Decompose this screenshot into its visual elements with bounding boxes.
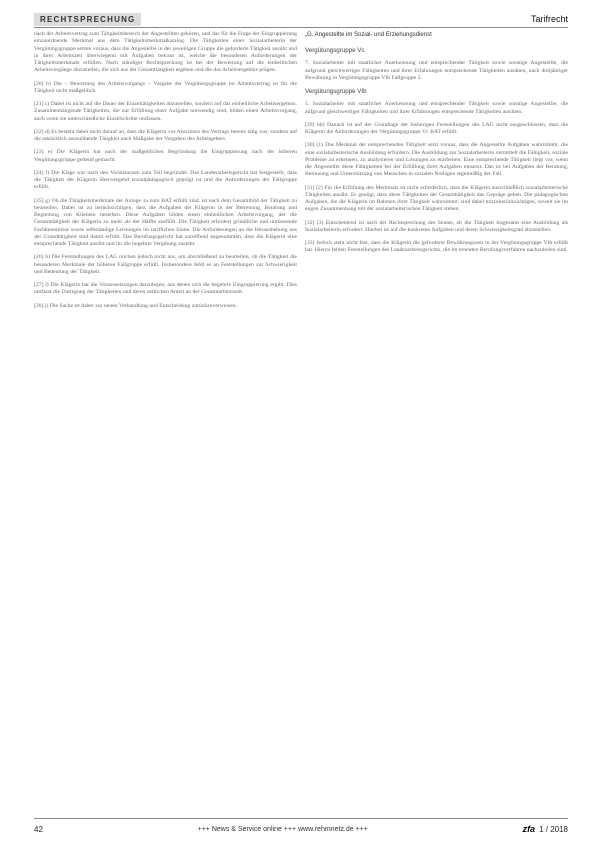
group-text: 7. Sozialarbeiter mit staatlicher Anerkennung und entsprechender Tätigkeit sowie sonstige Angestellte, die aufgrund gleichwertiger Fähigkeiten und ihrer Erfahrungen entsprechende Tätigkeiten ausüben, nach dreijähriger Bewährung in Vergütungsgruppe VIb Fallgruppe 5. [305, 60, 568, 81]
footer-rule [34, 818, 568, 819]
group-text: 5. Sozialarbeiter mit staatlicher Anerkennung und entsprechender Tätigkeit sowie sonstige Angestellte, die aufgrund gleichwertiger Fähigkeiten und ihrer Erfahrungen entsprechende Tätigkeiten ausüben. [305, 101, 568, 115]
paragraph: [31] (2) Für die Erfüllung des Merkmals ist nicht erforderlich, dass die Klägerin ausschließlich sozialarbeiterische Tätigkeiten ausübt. Es genügt, dass diese Tätigkeiten der Gesamttätigkeit das Gepräge geben. Die pädagogischen Aufgaben, die die Klägerin im Rahmen ihrer Tätigkeit wahrnimmt, sind dabei mitzuberücksichtigen, soweit sie im engen Zusammenhang mit der sozialarbeiterischen Tätigkeit stehen. [305, 184, 568, 213]
paragraph: [32] (3) Entscheidend ist nach der Rechtsprechung des Senats, ob die Tätigkeit insgesamt eine Ausbildung als Sozialarbeiterin erfordert. Hierbei ist auf die konkreten Aufgaben und deren Schwierigkeitsgrad abzustellen. [305, 219, 568, 233]
paragraph: [22] d) Es besteht dabei nicht darauf an, dass die Klägerin vor Abschluss des Vertrags bereits tätig war, sondern auf die tatsächlich auszuübende Tätigkeit nach Maßgabe der Vorgaben des Arbeitgebers. [34, 128, 297, 142]
page-header [34, 12, 568, 26]
paragraph: [27] i) Die Klägerin hat die Voraussetzungen darzulegen, aus denen sich die begehrte Eingruppierung ergibt. Dies umfasst die Darlegung der Tätigkeiten und deren zeitlichen Anteil an der Gesamtarbeitszeit. [34, 282, 297, 296]
paragraph: [21] c) Dabei ist nicht auf die Dauer der Einzeltätigkeiten abzustellen, sondern auf das einheitliche Arbeitsergebnis. Zusammenhängende Tätigkeiten, die zur Erfüllung einer Aufgabe notwendig sind, bilden einen Arbeitsvorgang, auch wenn sie unterschiedliche Einzelschritte umfassen. [34, 101, 297, 122]
paragraph: [23] e) Die Klägerin hat nach der maßgeblichen Begründung die Eingruppierung nach der höheren Vergütungsgruppe geltend gemacht. [34, 149, 297, 163]
page-footer [34, 822, 568, 836]
section-heading: „G. Angestellte im Sozial- und Erziehungsdienst [305, 32, 432, 38]
paragraph: [26] h) Die Feststellungen des LAG reichen jedoch nicht aus, um abschließend zu beurteilen, ob die Tätigkeit die besonderen Merkmale der höheren Fallgruppe erfüllt. Insbesondere fehlt es an Feststellungen zur Schwierigkeit und Bedeutung der Tätigkeit. [34, 254, 297, 275]
issue-number: 1 / 2018 [539, 824, 568, 834]
paragraph: nach der Arbeitsvertrag zum Tätigkeitsbereich der Angestellten gehören, und das für die Frage der Eingruppierung einzuordnende Merkmal aus dem Tätigkeitsmerkmalkatalog. Die Tätigkeiten einer Sozialarbeiterin der Vergütungsgruppe setzen voraus, dass die Angestellte in der jeweiligen Gruppe die geforderte Tätigkeit ausübt und in ihrer Arbeitszeit überwiegend mit Aufgaben betraut ist, welche die besonderen Anforderungen der Tätigkeitsmerkmale erfüllen. Nach ständiger Rechtsprechung ist bei der Bewertung auf die einheitlichen Arbeitsvorgänge abzustellen, die sich aus der Gesamttätigkeit ergeben und die das Arbeitsergebnis prägen. [34, 31, 297, 74]
paragraph: [24] f) Die Klage war nach den Vorinstanzen zum Teil begründet. Das Landesarbeitsgericht hat festgestellt, dass die Tätigkeit der Klägerin überwiegend sozialpädagogisch geprägt ist und die Anforderungen der Fallgruppe erfüllt. [34, 169, 297, 191]
paragraph: [29] bb) Danach ist auf der Grundlage der bisherigen Feststellungen des LAG nicht ausgeschlossen, dass die Klägerin die Anforderungen der Vergütungsgruppe Vc BAT erfüllt. [305, 121, 568, 135]
footer-link[interactable]: +++ News & Service online +++ www.rehmnetz.de +++ [197, 825, 368, 833]
group-title: Vergütungsgruppe VIb [305, 88, 367, 95]
group-title: Vergütungsgruppe Vc [305, 47, 365, 54]
footer-issue-block [523, 824, 568, 834]
header-rule [34, 27, 568, 28]
section-tag: RECHTSPRECHUNG [34, 13, 141, 26]
zfa-logo: zfa [522, 824, 536, 834]
paragraph: [20] b) Die – Bewertung des Arbeitsvorgangs – Vorgabe der Vergütungsgruppe im Arbeitsvertrag ist für die Tätigkeit nicht maßgeblich. [34, 80, 297, 94]
paragraph: [25] g) Ob die Tätigkeitsmerkmale der Anlage 1a zum BAT erfüllt sind, ist nach dem Gesamtbild der Tätigkeit zu beurteilen. Dabei ist zu berücksichtigen, dass die Aufgaben der Klägerin in der Betreuung, Beratung und Begleitung von Klienten bestehen. Diese Aufgaben bilden einen einheitlichen Arbeitsvorgang, der die Gesamttätigkeit der Klägerin zu mehr als der Hälfte ausfüllt. Die Tätigkeit erfordert gründliche und umfassende Fachkenntnisse sowie selbständige Leistungen im tariflichen Sinne. Die Anforderungen an die Heraushebung aus der Grundtätigkeit sind damit erfüllt. Das Berufungsgericht hat zutreffend angenommen, dass die Klägerin eine entsprechende Tätigkeit ausübt und ihr die begehrte Vergütung zusteht. [34, 197, 297, 247]
left-column [34, 31, 297, 813]
right-column [305, 31, 568, 813]
paragraph: [30] (1) Das Merkmal der entsprechenden Tätigkeit setzt voraus, dass die Angestellte Aufgaben wahrnimmt, die eine sozialarbeiterische Ausbildung erfordern. Die Ausbildung zur Sozialarbeiterin vermittelt die Fähigkeit, soziale Probleme zu erkennen, zu analysieren und Lösungen zu erarbeiten. Eine entsprechende Tätigkeit liegt vor, wenn die Angestellte diese Fähigkeiten bei der Erfüllung ihrer Aufgaben einsetzt. Das ist bei Aufgaben der Beratung, Betreuung und Unterstützung von Menschen in sozialen Notlagen regelmäßig der Fall. [305, 142, 568, 178]
page-number: 42 [34, 824, 43, 834]
paragraph: [28] j) Die Sache ist daher zur neuen Verhandlung und Entscheidung zurückzuverweisen. [34, 302, 237, 309]
paragraph: [33] Jedoch steht nicht fest, dass die Klägerin die geforderte Bewährungszeit in der Vergütungsgruppe VIb erfüllt hat. Hierzu fehlen Feststellungen des Landesarbeitsgerichts, die im erneuten Berufungsverfahren nachzuholen sind. [305, 240, 568, 254]
category-label: Tarifrecht [530, 14, 568, 24]
